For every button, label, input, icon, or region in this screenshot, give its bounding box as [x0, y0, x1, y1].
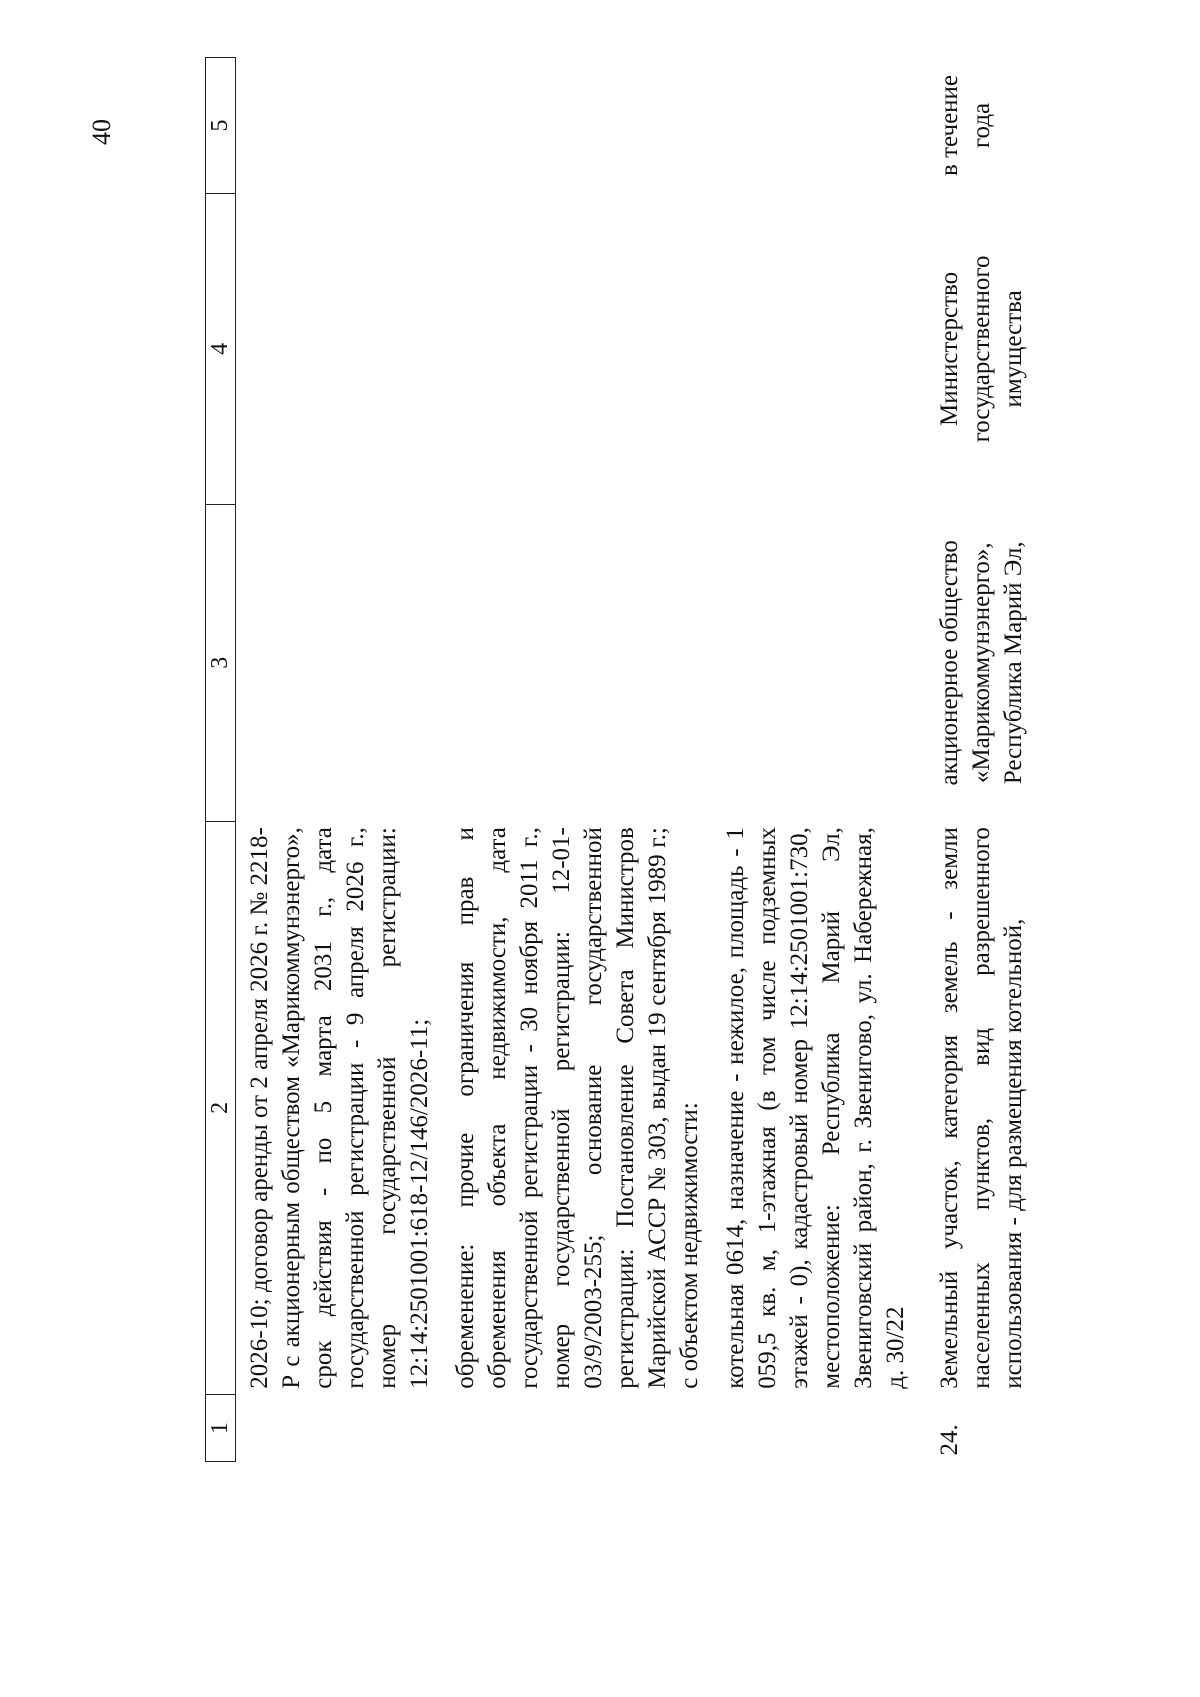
column-header-3: 3 — [205, 504, 236, 821]
column-header-1: 1 — [205, 1395, 236, 1462]
ministry-cell-empty — [236, 193, 927, 504]
description-cell — [236, 821, 927, 1395]
column-header-2: 2 — [205, 821, 236, 1395]
lease-paragraph: 2026-10; договор аренды от 2 апреля 2026 г. № 2218-Р с акционерным обществом «Марикоммунэнерго», срок действия - по 5 марта 2031 г., дата государственной регистрации - 9 апреля 2026 г., номер государственной регистрации: 12:14:2501001:618-12/146/2026-11; — [246, 827, 433, 1389]
row-24-term: в течение года — [936, 74, 995, 176]
table-header-row — [205, 58, 236, 1462]
row-24-description: Земельный участок, категория земель - земли населенных пунктов, вид разрешенного использования - для размещения котельной, — [936, 827, 1027, 1389]
boiler-house-paragraph: котельная 0614, назначение - нежилое, площадь - 1 059,5 кв. м, 1-этажная (в том числе подземных этажей - 0), кадастровый номер 12:14:2501001:730, местоположение: Республика Марий Эл, Звениговский район, г. Звенигово, ул. Набережная, д. 30/22 — [722, 827, 909, 1389]
page-number: 40 — [87, 119, 116, 145]
encumbrance-paragraph: обременение: прочие ограничения прав и обременения объекта недвижимости, дата государственной регистрации - 30 ноября 2011 г., номер государственной регистрации: 12-01-03/9/2003-255; основание государственной регистрации: Постановление Совета Министров Марийской АССР № 303, выдан 19 сентября 1989 г.; с объектом недвижимости: — [452, 827, 703, 1389]
property-table — [205, 57, 1030, 1462]
column-header-5: 5 — [205, 58, 236, 194]
row-number-24: 24. — [936, 1424, 963, 1456]
column-header-4: 4 — [205, 193, 236, 504]
holder-cell-empty — [236, 504, 927, 821]
term-cell-empty — [236, 58, 927, 194]
row-24-holder: акционерное общество «Марикоммунэнерго», Республика Марий Эл, — [936, 540, 1027, 786]
row-24-ministry: Министерство государственного имущества — [936, 255, 1027, 443]
table-row-continuation — [236, 58, 927, 1462]
row-number-cell-empty — [236, 1395, 927, 1462]
table-row-24 — [926, 58, 1030, 1462]
